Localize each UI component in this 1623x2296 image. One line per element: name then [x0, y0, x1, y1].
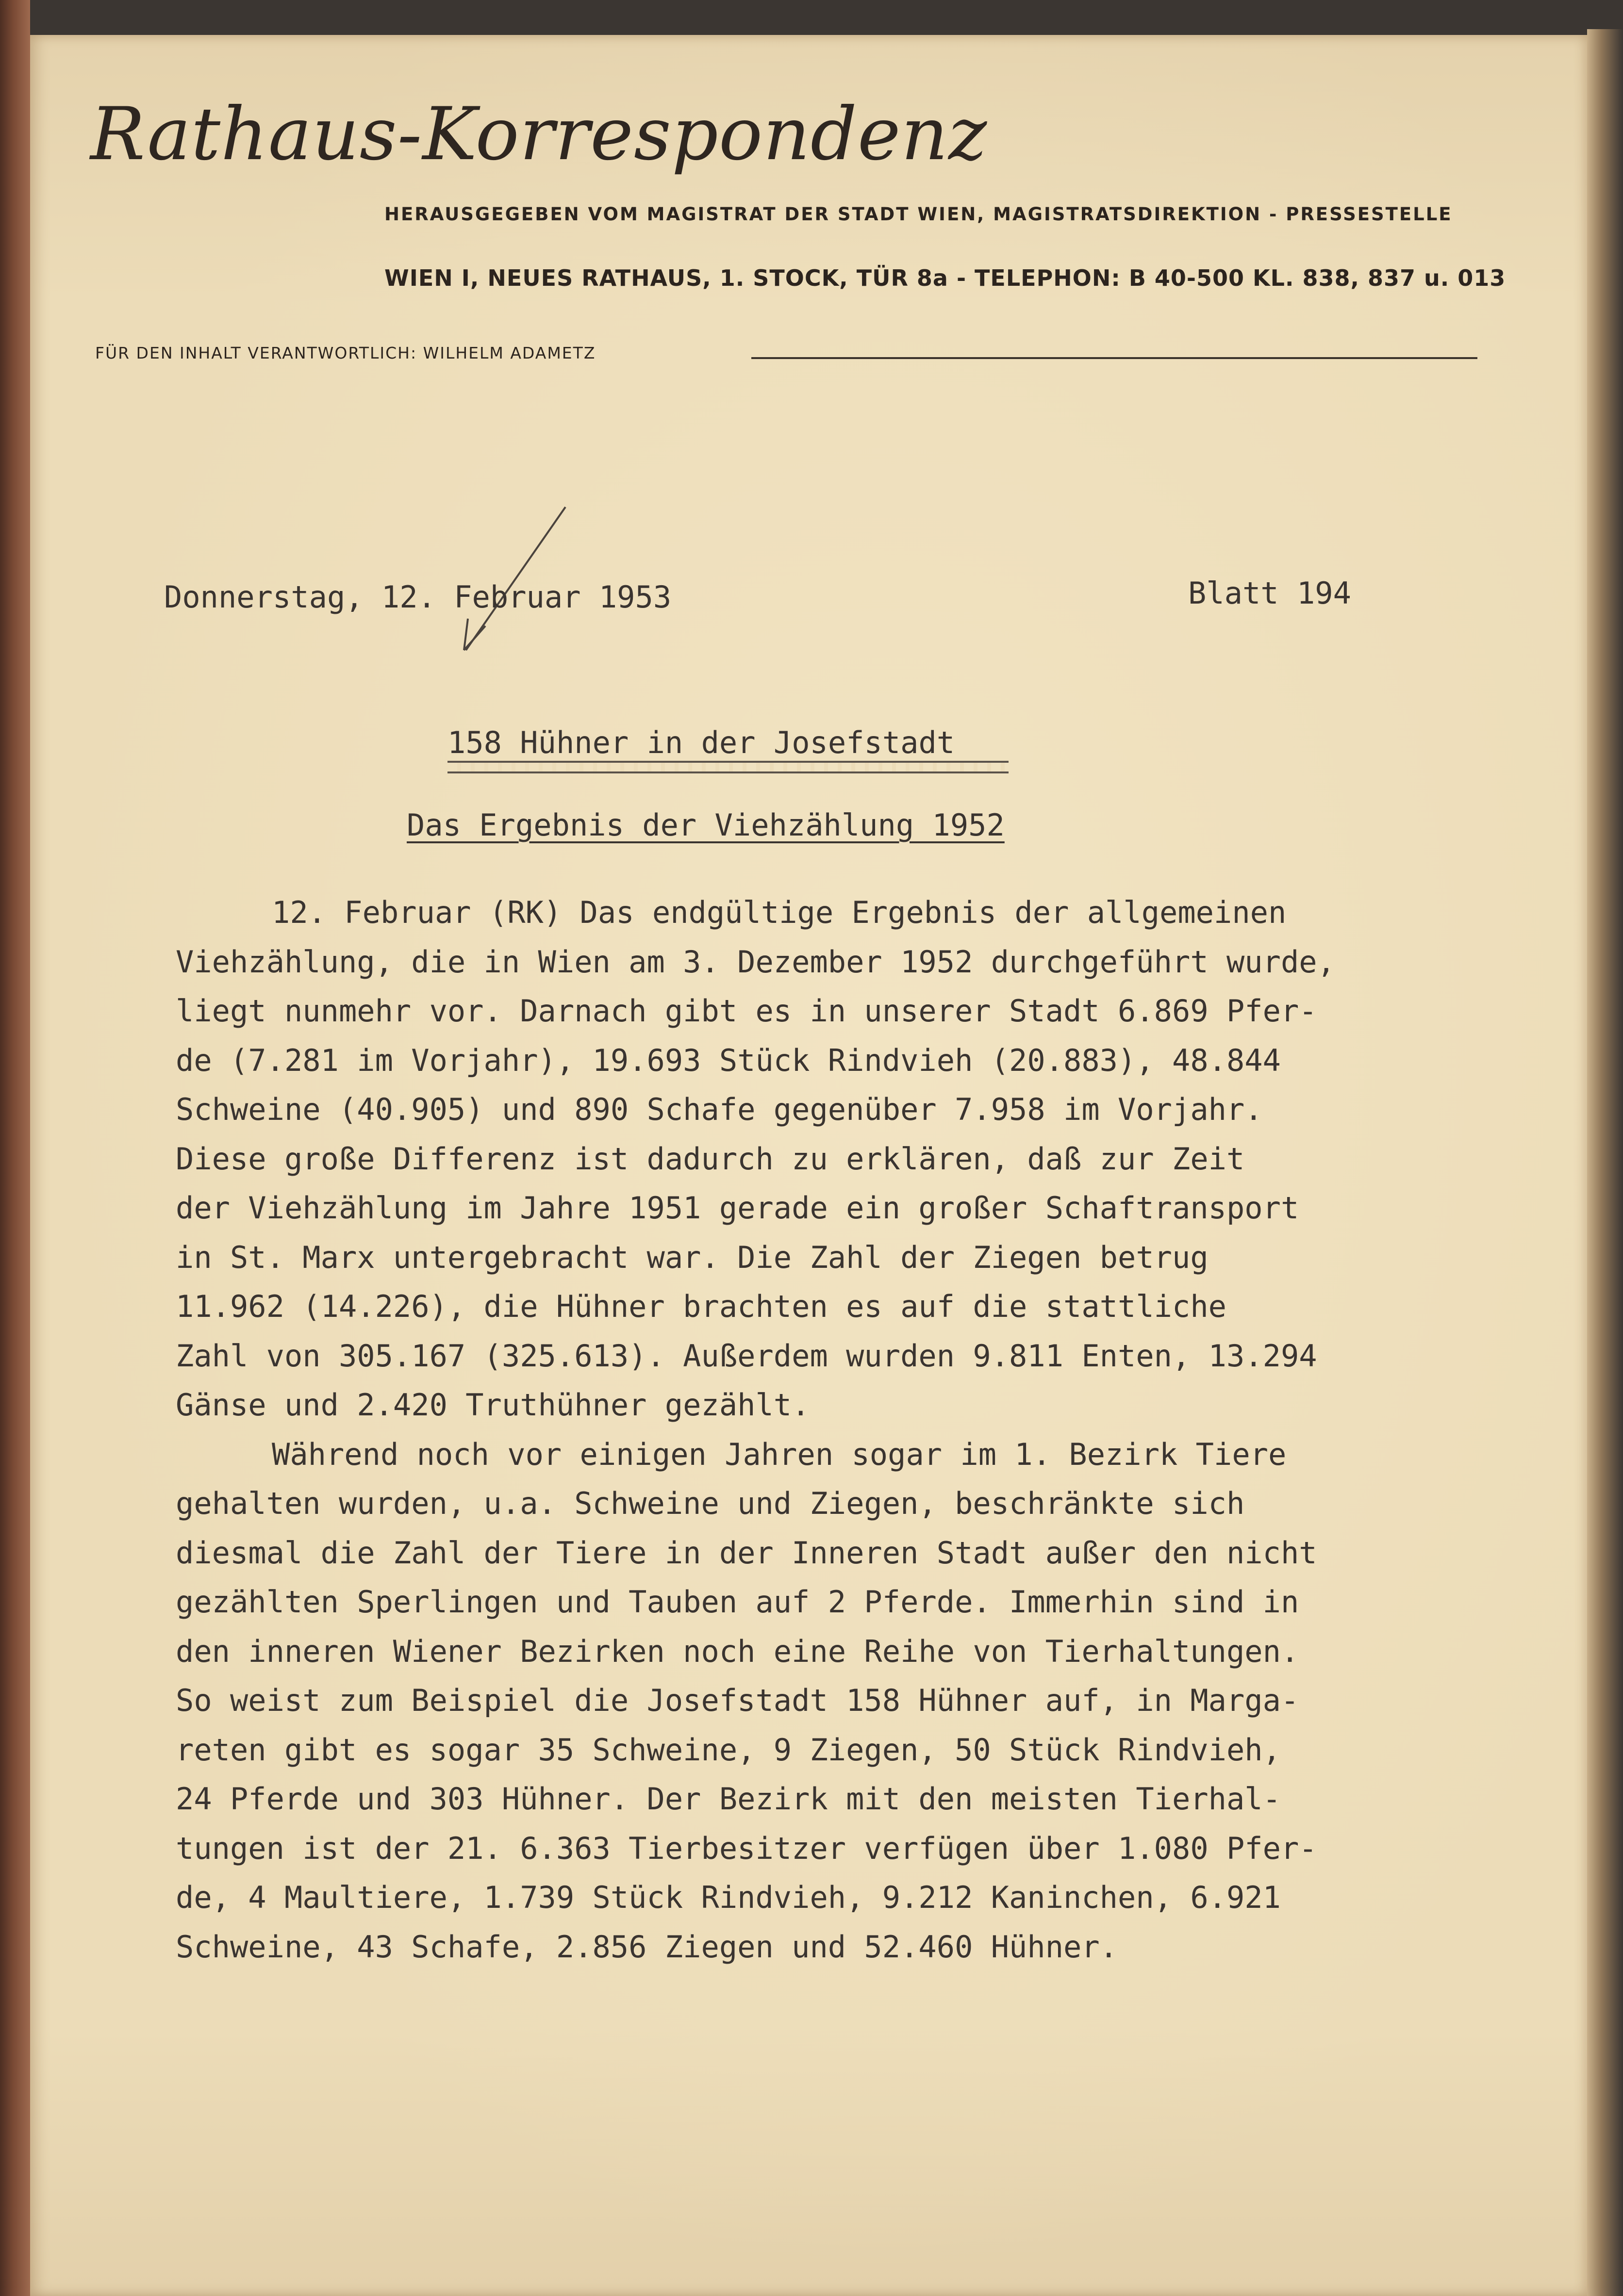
text-line: 12. Februar (RK) Das endgültige Ergebnis der allgemeinen: [272, 895, 1287, 930]
text-line: reten gibt es sogar 35 Schweine, 9 Ziegen, 50 Stück Rindvieh,: [176, 1732, 1281, 1768]
text-line: gezählten Sperlingen und Tauben auf 2 Pferde. Immerhin sind in: [176, 1584, 1299, 1620]
text-line: 24 Pferde und 303 Hühner. Der Bezirk mit den meisten Tierhal-: [176, 1781, 1281, 1817]
text-line: 11.962 (14.226), die Hühner brachten es auf die stattliche: [176, 1289, 1226, 1324]
text-line: Gänse und 2.420 Truthühner gezählt.: [176, 1387, 810, 1423]
publisher-line: HERAUSGEGEBEN VOM MAGISTRAT DER STADT WIEN, MAGISTRATSDIREKTION - PRESSESTELLE: [384, 204, 1453, 225]
text-line: Zahl von 305.167 (325.613). Außerdem wurden 9.811 Enten, 13.294: [176, 1338, 1317, 1374]
text-line: liegt nunmehr vor. Darnach gibt es in unserer Stadt 6.869 Pfer-: [176, 993, 1317, 1029]
date-line: Donnerstag, 12. Februar 1953: [164, 579, 672, 615]
address-line: WIEN I, NEUES RATHAUS, 1. STOCK, TÜR 8a - TELEPHON: B 40-500 KL. 838, 837 u. 013: [384, 265, 1506, 291]
text-line: Viehzählung, die in Wien am 3. Dezember 1952 durchgeführt wurde,: [176, 944, 1335, 980]
text-line: Diese große Differenz ist dadurch zu erklären, daß zur Zeit: [176, 1141, 1245, 1177]
text-line: gehalten wurden, u.a. Schweine und Ziegen, beschränkte sich: [176, 1486, 1245, 1521]
text-line: Schweine, 43 Schafe, 2.856 Ziegen und 52.460 Hühner.: [176, 1929, 1118, 1965]
page-edge: [1587, 29, 1623, 2296]
text-line: Schweine (40.905) und 890 Schafe gegenüber 7.958 im Vorjahr.: [176, 1092, 1263, 1127]
headline: 158 Hühner in der Josefstadt: [447, 725, 955, 760]
text-line: de (7.281 im Vorjahr), 19.693 Stück Rindvieh (20.883), 48.844: [176, 1043, 1281, 1078]
text-line: den inneren Wiener Bezirken noch eine Reihe von Tierhaltungen.: [176, 1634, 1299, 1669]
sheet-number: Blatt 194: [1188, 575, 1351, 611]
subheadline: Das Ergebnis der Viehzählung 1952: [407, 807, 1005, 843]
masthead-title: Rathaus-Korrespondenz: [90, 92, 988, 177]
signature-rule: [751, 357, 1477, 359]
text-line: diesmal die Zahl der Tiere in der Inneren Stadt außer den nicht: [176, 1535, 1317, 1571]
text-line: tungen ist der 21. 6.363 Tierbesitzer verfügen über 1.080 Pfer-: [176, 1831, 1317, 1866]
text-line: der Viehzählung im Jahre 1951 gerade ein großer Schaftransport: [176, 1190, 1299, 1226]
headline-double-rule: [447, 761, 1009, 773]
text-line: de, 4 Maultiere, 1.739 Stück Rindvieh, 9.212 Kaninchen, 6.921: [176, 1880, 1281, 1915]
book-binding: [0, 0, 30, 2296]
responsible-line: FÜR DEN INHALT VERANTWORTLICH: WILHELM ADAMETZ: [95, 344, 596, 362]
text-line: Während noch vor einigen Jahren sogar im 1. Bezirk Tiere: [272, 1437, 1287, 1472]
text-line: in St. Marx untergebracht war. Die Zahl der Ziegen betrug: [176, 1240, 1209, 1275]
text-line: So weist zum Beispiel die Josefstadt 158 Hühner auf, in Marga-: [176, 1683, 1299, 1718]
